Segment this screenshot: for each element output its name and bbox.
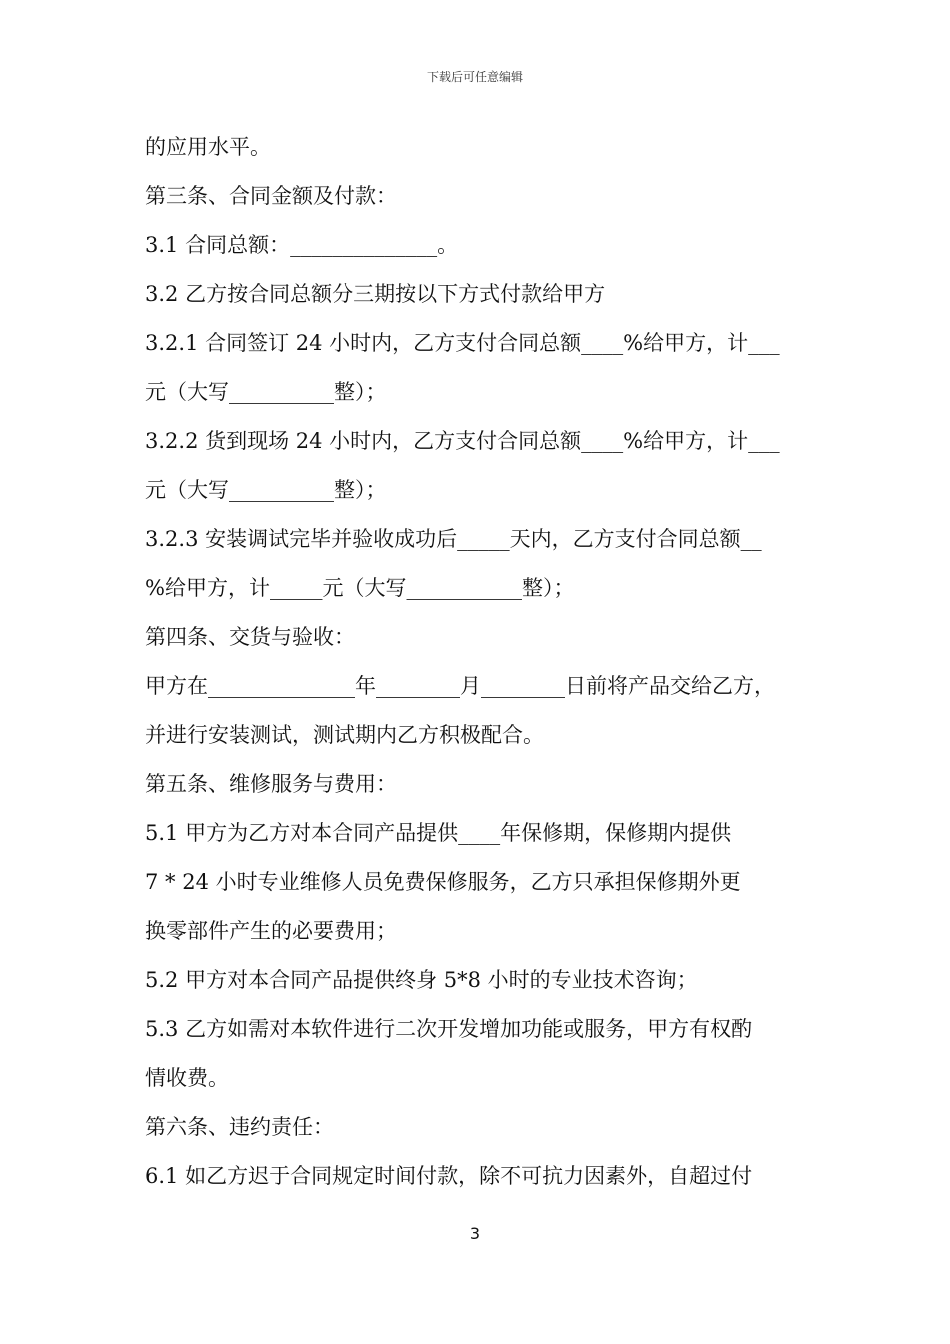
section-heading: 第五条、维修服务与费用：: [145, 772, 397, 796]
text-line: 元（大写__________整）；: [145, 380, 387, 404]
text-line: 3.1 合同总额：______________。: [145, 233, 459, 257]
text-line: 的应用水平。: [145, 135, 271, 159]
text-line: 3.2 乙方按合同总额分三期按以下方式付款给甲方: [145, 282, 606, 306]
text-line: 元（大写__________整）；: [145, 478, 387, 502]
text-line: %给甲方，计_____元（大写___________整）；: [145, 576, 575, 600]
section-heading: 第六条、违约责任：: [145, 1115, 334, 1139]
section-heading: 第四条、交货与验收：: [145, 625, 355, 649]
section-heading: 第三条、合同金额及付款：: [145, 184, 397, 208]
text-line: 甲方在______________年________月________日前将产品交给乙方，: [145, 674, 775, 698]
text-line: 6.1 如乙方迟于合同规定时间付款，除不可抗力因素外，自超过付: [145, 1164, 753, 1188]
text-line: 情收费。: [145, 1066, 229, 1090]
text-line: 并进行安装测试，测试期内乙方积极配合。: [145, 723, 544, 747]
page-number: 3: [469, 1224, 481, 1243]
text-line: 3.2.3 安装调试完毕并验收成功后_____天内，乙方支付合同总额__: [145, 527, 762, 551]
contract-body: [145, 126, 815, 1204]
text-line: 5.2 甲方对本合同产品提供终身 5*8 小时的专业技术咨询；: [145, 968, 698, 992]
text-line: 3.2.1 合同签订 24 小时内，乙方支付合同总额____%给甲方，计___: [145, 331, 780, 355]
text-line: 3.2.2 货到现场 24 小时内，乙方支付合同总额____%给甲方，计___: [145, 429, 780, 453]
text-line: 7 * 24 小时专业维修人员免费保修服务，乙方只承担保修期外更: [145, 870, 741, 894]
text-line: 5.3 乙方如需对本软件进行二次开发增加功能或服务，甲方有权酌: [145, 1017, 753, 1041]
text-line: 5.1 甲方为乙方对本合同产品提供____年保修期，保修期内提供: [145, 821, 732, 845]
text-line: 换零部件产生的必要费用；: [145, 919, 397, 943]
header-note: 下载后可任意编辑: [426, 70, 523, 84]
